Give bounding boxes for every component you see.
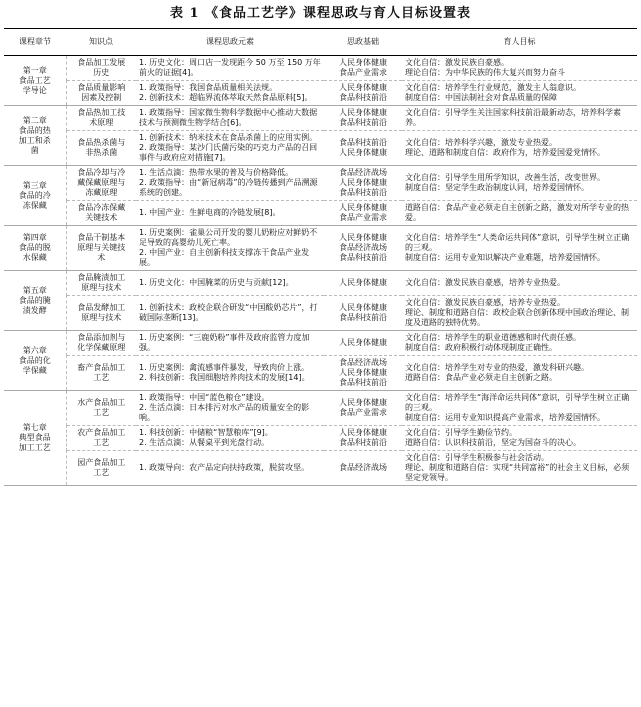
basis-line: 食品科技前沿	[339, 118, 387, 127]
basis-line: 人民身体健康	[339, 233, 387, 242]
goal-line: 文化自信：引导学生积极参与社会活动。	[405, 453, 549, 462]
goals-cell	[402, 356, 637, 391]
chapter-cell	[4, 226, 66, 271]
basis-line: 食品科技前沿	[339, 253, 387, 262]
knowledge-line: 冻藏原理	[85, 188, 118, 197]
knowledge-line: 食品发酵加工	[77, 303, 126, 312]
chapter-line: 第一章	[22, 65, 47, 75]
goal-line: 文化自信：激发民族自豪感，培养专业热爱。	[405, 278, 565, 287]
goals-cell	[402, 81, 637, 106]
basis-cell	[324, 226, 402, 271]
chapter-line: 学保藏	[22, 365, 47, 375]
basis-cell	[324, 106, 402, 131]
goal-line: 文化自信：激发民族自豪感，培养专业热爱。	[405, 298, 565, 307]
knowledge-cell	[66, 426, 136, 451]
goal-line: 文化自信：培养学生行业规范，激发主人翁意识。	[405, 83, 581, 92]
chapter-line: 食品的脱	[18, 243, 51, 252]
chapter-cell	[4, 106, 66, 166]
knowledge-line: 水产食品加工	[77, 398, 126, 407]
goals-cell	[402, 426, 637, 451]
knowledge-cell	[66, 356, 136, 391]
element-line: 1. 政策指导：中国“蓝色粮仓”建设。	[139, 393, 270, 402]
knowledge-line: 食品质量影响	[77, 83, 126, 92]
chapter-line: 第二章	[22, 115, 47, 125]
goal-line: 文化自信：培养科学兴趣，激发专业热爱。	[405, 138, 557, 147]
header-chapter: 课程章节	[4, 29, 66, 56]
chapter-line: 第五章	[22, 285, 47, 295]
goal-line: 道路自信：食品产业必须走自主创新之路，激发对所学专业的热爱。	[405, 203, 629, 222]
chapter-line: 学导论	[22, 85, 47, 95]
goal-line: 文化自信：引导学生关注国家科技前沿最新动态，培养科学素养。	[405, 108, 621, 127]
chapter-line: 食品的化	[18, 355, 51, 365]
basis-line: 人民身体健康	[339, 398, 387, 407]
elements-cell	[136, 296, 324, 331]
element-line: 1. 科技创新：中储粮“智慧粮库”[9]。	[139, 428, 273, 437]
chapter-line: 食品的腌	[18, 295, 51, 305]
basis-cell	[324, 166, 402, 201]
knowledge-line: 食品热杀菌与	[77, 138, 126, 147]
chapter-line: 食品的热	[18, 125, 51, 135]
basis-cell	[324, 131, 402, 166]
table-row	[4, 226, 637, 271]
element-line: 1. 生活点滴：热带水果的普及与价格降低。	[139, 168, 294, 177]
goal-line: 文化自信：培养学生“海洋命运共同体”意识，引导学生树立正确的三观。	[405, 393, 630, 412]
goal-line: 文化自信：激发民族自豪感。	[405, 58, 509, 67]
goal-line: 制度自信：坚定学生政治制度认同，培养爱国情怀。	[405, 183, 589, 192]
goal-line: 道路自信：食品产业必须走自主创新之路。	[405, 373, 557, 382]
basis-line: 食品经济战场	[339, 168, 387, 177]
knowledge-line: 食品添加剂与	[77, 333, 126, 342]
goal-line: 理论、制度和道路自信：实现“共同富裕”的社会主义目标，必须坚定党领导。	[405, 463, 630, 482]
elements-cell	[136, 56, 324, 81]
goal-line: 文化自信：引导学生用所学知识，改善生活，改变世界。	[405, 173, 605, 182]
element-line: 2. 创新技术：超临界流体萃取天然食品原料[5]。	[139, 93, 313, 102]
element-line: 1. 历史案例：“三鹿奶粉”事件及政府监管力度加强。	[139, 333, 310, 352]
goal-line: 文化自信：培养学生“人类命运共同体”意识，引导学生树立正确的三观。	[405, 233, 630, 252]
basis-cell	[324, 426, 402, 451]
header-elements: 课程思政元素	[136, 29, 324, 56]
goal-line: 文化自信：培养学生的职业道德感和时代责任感。	[405, 333, 581, 342]
knowledge-cell	[66, 81, 136, 106]
goal-line: 理论自信：为中华民族的伟大复兴而努力奋斗	[405, 68, 565, 77]
knowledge-line: 原理与技术	[81, 283, 122, 292]
basis-line: 食品科技前沿	[339, 188, 387, 197]
knowledge-line: 农产食品加工	[77, 428, 126, 437]
elements-cell	[136, 166, 324, 201]
chapter-line: 第三章	[22, 180, 47, 190]
goal-line: 道路自信：认识科技前沿，坚定为国奋斗的决心。	[405, 438, 581, 447]
table-row	[4, 56, 637, 81]
knowledge-cell	[66, 56, 136, 81]
basis-cell	[324, 271, 402, 296]
basis-line: 人民身体健康	[339, 108, 387, 117]
knowledge-line: 工艺	[93, 373, 110, 382]
goal-line: 理论、制度和道路自信：政校企联合创新体现中国政治理论、制度及道路的独特优势。	[405, 308, 629, 327]
goals-cell	[402, 201, 637, 226]
element-line: 1. 政策导向：农产品定向扶持政策，脱贫攻坚。	[139, 463, 310, 472]
goal-line: 文化自信：培养学生对专业的热爱，激发科研兴趣。	[405, 363, 589, 372]
knowledge-cell	[66, 201, 136, 226]
knowledge-line: 畜产食品加工	[77, 363, 126, 372]
knowledge-cell	[66, 131, 136, 166]
goals-cell	[402, 226, 637, 271]
goal-line: 制度自信：运用专业知识解决产业难题，培养爱国情怀。	[405, 253, 605, 262]
basis-line: 食品科技前沿	[339, 438, 387, 447]
basis-line: 人民身体健康	[339, 428, 387, 437]
element-line: 1. 创新技术：政校企联合研发“中国酸奶芯片”，打破国际垄断[13]。	[139, 303, 318, 322]
chapter-line: 渍发酵	[22, 305, 47, 315]
elements-cell	[136, 131, 324, 166]
elements-cell	[136, 106, 324, 131]
chapter-line: 水保藏	[22, 253, 47, 262]
table-row	[4, 451, 637, 486]
element-line: 1. 历史案例：雀巢公司开发的婴儿奶粉应对鲜奶不足导致的高婴幼儿死亡率。	[139, 228, 318, 247]
element-line: 2. 生活点滴：日本排污对水产品的质量安全的影响。	[139, 403, 310, 422]
goal-line: 制度自信：运用专业知识提高产业需求，培养爱国情怀。	[405, 413, 605, 422]
element-line: 2. 政策指导：由“新冠病毒”的冷链传播到产品溯源系统的创建。	[139, 178, 318, 197]
basis-line: 食品科技前沿	[339, 138, 387, 147]
elements-cell	[136, 451, 324, 486]
goals-cell	[402, 391, 637, 426]
knowledge-line: 食品加工发展	[77, 58, 126, 67]
basis-line: 食品科技前沿	[339, 313, 387, 322]
header-row	[4, 29, 637, 56]
basis-line: 人民身体健康	[339, 203, 387, 212]
basis-line: 人民身体健康	[339, 178, 387, 187]
elements-cell	[136, 426, 324, 451]
knowledge-cell	[66, 331, 136, 356]
chapter-line: 第四章	[22, 233, 47, 242]
basis-line: 食品产业需求	[339, 213, 387, 222]
knowledge-line: 工艺	[93, 438, 110, 447]
knowledge-line: 术原理	[89, 118, 114, 127]
goal-line: 文化自信：引导学生勤俭节约。	[405, 428, 517, 437]
header-knowledge: 知识点	[66, 29, 136, 56]
table-row	[4, 296, 637, 331]
elements-cell	[136, 201, 324, 226]
goals-cell	[402, 56, 637, 81]
knowledge-line: 食品干制基本	[77, 233, 126, 242]
goal-line: 制度自信：政府积极行动体现制度正确性。	[405, 343, 557, 352]
knowledge-line: 工艺	[93, 468, 110, 477]
basis-line: 食品科技前沿	[339, 93, 387, 102]
elements-cell	[136, 271, 324, 296]
element-line: 1. 历史案例：禽流感事件暴发，导致肉价上涨。	[139, 363, 310, 372]
chapter-line: 典型食品	[18, 433, 51, 442]
elements-cell	[136, 391, 324, 426]
knowledge-cell	[66, 166, 136, 201]
chapter-cell	[4, 391, 66, 486]
chapter-cell	[4, 271, 66, 331]
element-line: 2. 生活点滴：从餐桌平到光盘行动。	[139, 438, 270, 447]
chapter-line: 第七章	[22, 423, 47, 432]
elements-cell	[136, 81, 324, 106]
basis-line: 食品科技前沿	[339, 378, 387, 387]
knowledge-cell	[66, 451, 136, 486]
goals-cell	[402, 166, 637, 201]
basis-cell	[324, 356, 402, 391]
table-row	[4, 391, 637, 426]
knowledge-line: 因素及控制	[81, 93, 122, 102]
knowledge-line: 原理与技术	[81, 313, 122, 322]
chapter-cell	[4, 56, 66, 106]
basis-line: 人民身体健康	[339, 368, 387, 377]
chapter-line: 菌	[30, 145, 39, 155]
basis-cell	[324, 201, 402, 226]
chapter-line: 加工和杀	[18, 135, 51, 145]
knowledge-line: 食品热加工技	[77, 108, 126, 117]
table-row	[4, 426, 637, 451]
element-line: 1. 历史文化：周口店一发现距今 50 万至 150 万年前火的证据[4]。	[139, 58, 321, 77]
table-row	[4, 271, 637, 296]
element-line: 2. 科技创新：我国细胞培养肉技术的发展[14]。	[139, 373, 310, 382]
knowledge-cell	[66, 271, 136, 296]
knowledge-cell	[66, 391, 136, 426]
chapter-cell	[4, 166, 66, 226]
knowledge-cell	[66, 296, 136, 331]
element-line: 1. 中国产业：生鲜电商的冷链发展[8]。	[139, 208, 281, 217]
knowledge-line: 藏保藏原理与	[77, 178, 126, 187]
table-row	[4, 106, 637, 131]
knowledge-line: 历史	[93, 68, 110, 77]
basis-line: 人民身体健康	[339, 338, 387, 347]
goals-cell	[402, 271, 637, 296]
knowledge-line: 非热杀菌	[85, 148, 118, 157]
basis-line: 人民身体健康	[339, 58, 387, 67]
basis-cell	[324, 331, 402, 356]
knowledge-line: 食品冷冻保藏	[77, 203, 126, 212]
basis-line: 人民身体健康	[339, 148, 387, 157]
goals-cell	[402, 131, 637, 166]
chapter-line: 冻保藏	[22, 200, 47, 210]
table-row	[4, 201, 637, 226]
basis-cell	[324, 296, 402, 331]
header-basis: 思政基础	[324, 29, 402, 56]
basis-cell	[324, 56, 402, 81]
chapter-line: 食品的冷	[18, 190, 51, 200]
element-line: 1. 政策指导：国家微生物科学数据中心推动大数据技术与预测微生物学结合[6]。	[139, 108, 318, 127]
chapter-cell	[4, 331, 66, 391]
basis-line: 食品经济战场	[339, 243, 387, 252]
basis-line: 人民身体健康	[339, 278, 387, 287]
goal-line: 理论、道路和制度自信：政府作为，培养爱国爱党情怀。	[405, 148, 605, 157]
element-line: 1. 历史文化：中国腌菜的历史与贡献[12]。	[139, 278, 294, 287]
element-line: 2. 政策指导：某沙门氏菌污染的巧克力产品的召回事件与政府应对措施[7]。	[139, 143, 318, 162]
header-goals: 育人目标	[402, 29, 637, 56]
goals-cell	[402, 296, 637, 331]
chapter-line: 加工工艺	[18, 443, 51, 452]
basis-cell	[324, 451, 402, 486]
goals-cell	[402, 451, 637, 486]
knowledge-line: 食品冷却与冷	[77, 168, 126, 177]
goal-line: 制度自信：中国法制社会对食品质量的保障	[405, 93, 557, 102]
knowledge-line: 化学保藏原理	[77, 343, 126, 352]
elements-cell	[136, 356, 324, 391]
knowledge-cell	[66, 226, 136, 271]
knowledge-line: 术	[97, 253, 106, 262]
basis-line: 人民身体健康	[339, 303, 387, 312]
knowledge-line: 食品腌渍加工	[77, 273, 126, 282]
elements-cell	[136, 331, 324, 356]
element-line: 1. 政策指导：我国食品质量相关法规。	[139, 83, 278, 92]
goals-cell	[402, 331, 637, 356]
table-row	[4, 81, 637, 106]
knowledge-cell	[66, 106, 136, 131]
goals-cell	[402, 106, 637, 131]
basis-cell	[324, 81, 402, 106]
table-title: 表 1 《食品工艺学》课程思政与育人目标设置表	[169, 6, 472, 21]
basis-line: 食品经济战场	[339, 463, 387, 472]
basis-line: 食品产业需求	[339, 68, 387, 77]
table-body	[4, 56, 637, 486]
table-row	[4, 166, 637, 201]
knowledge-line: 园产食品加工	[77, 458, 126, 467]
elements-cell	[136, 226, 324, 271]
table-row	[4, 356, 637, 391]
knowledge-line: 原理与关键技	[77, 243, 126, 252]
knowledge-line: 工艺	[93, 408, 110, 417]
basis-line: 食品经济战场	[339, 358, 387, 367]
knowledge-line: 关键技术	[85, 213, 118, 222]
element-line: 2. 中国产业：自主创新科技支撑冻干食品产业发展。	[139, 248, 310, 267]
table-row	[4, 131, 637, 166]
basis-cell	[324, 391, 402, 426]
curriculum-table	[4, 28, 637, 486]
chapter-line: 食品工艺	[18, 75, 51, 85]
element-line: 1. 创新技术：纳米技术在食品杀菌上的应用实例。	[139, 133, 318, 142]
basis-line: 人民身体健康	[339, 83, 387, 92]
chapter-line: 第六章	[22, 345, 47, 355]
basis-line: 食品产业需求	[339, 408, 387, 417]
table-row	[4, 331, 637, 356]
